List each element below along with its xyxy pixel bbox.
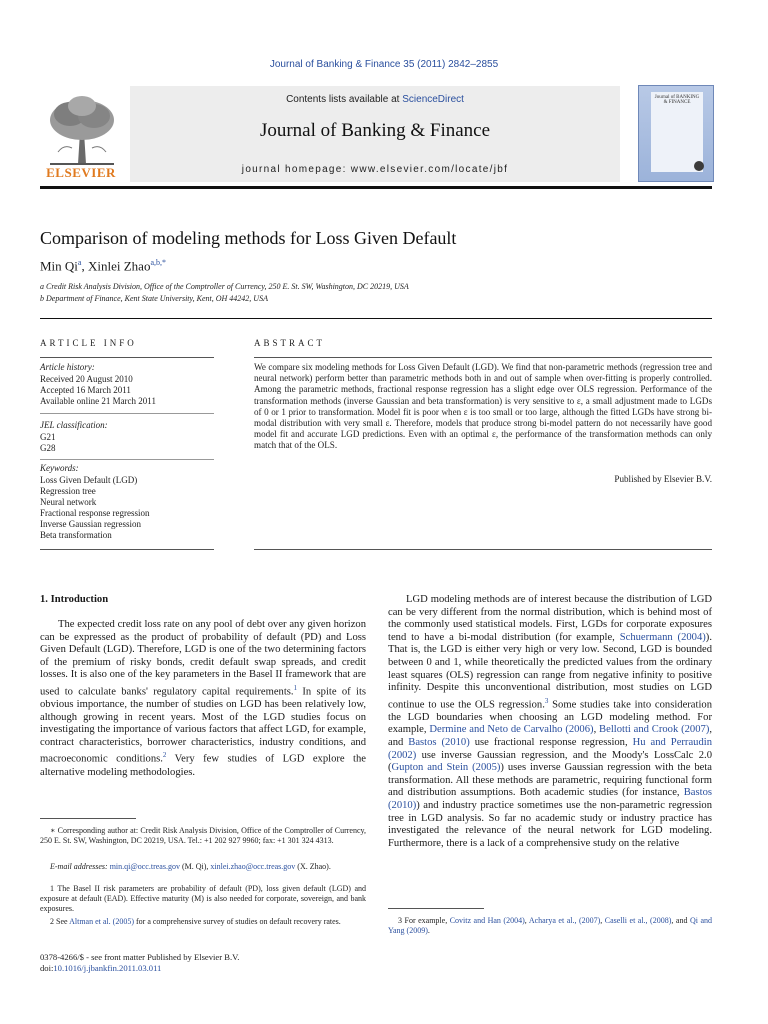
abstract-text: We compare six modeling methods for Loss Given Default (LGD). We find that non-parametric methods (regression tree and neural network) perform better than parametric methods both in and out of sample when over-fitting is properly controlled. Among the parametric methods, fractional response regression has a slight edge over OLS regression. Performance of the transformation methods (inverse Gaussian and beta transformation) is very sensitive to ε, a small adjustment made to LGDs of 0 or 1 prior to transformation. Model fit is poor when ε is too small or too large, although the fitted LGDs have strong bi-modal distribution with very small ε. Therefore, models that produce strong bi-model pattern do not necessarily have good model fit and accurate LGD predictions. Even with an optimal ε, the performance of the transformation methods can only match that of the OLS.	[254, 362, 712, 451]
email-link-qi[interactable]: min.qi@occ.treas.gov	[109, 862, 180, 871]
email-addresses-note	[40, 862, 366, 872]
footnote-1: 1 The Basel II risk parameters are probability of default (PD), loss given default (LGD) and exposure at default (EAD). Effective maturity (M) is also needed for corporate, sovereign, and bank exposures.	[40, 884, 366, 913]
citation-link[interactable]: Altman et al. (2005)	[69, 917, 134, 926]
article-info-bottom-divider	[40, 549, 214, 550]
citation-link[interactable]: Bellotti and Crook (2007)	[599, 724, 710, 736]
footnote-3-marker[interactable]: 3	[544, 696, 549, 705]
email-text: (M. Qi),	[179, 862, 211, 871]
contents-line	[130, 94, 620, 105]
footnote-divider	[40, 818, 136, 819]
body-text: ). That is, the LGD is either very high or very low. Second, LGD is bounded between 0 and 1, while theoretically the predicted values from the ordinary least squares (OLS) regression can range from negative infinity to positive infinity. Despite this unconventional distribution, most studies on LGD continue to use the OLS regression.	[388, 631, 712, 711]
email-text: (X. Zhao).	[295, 862, 331, 871]
issn-line: 0378-4266/$ - see front matter Published by Elsevier B.V.	[40, 952, 240, 962]
email-link-zhao[interactable]: xinlei.zhao@occ.treas.gov	[210, 862, 296, 871]
intro-paragraph: Very few studies of LGD explore the alternative modeling methodologies.	[40, 754, 366, 778]
intro-paragraph: In spite of its obvious importance, the number of studies on LGD has been relatively low, although growing in recent years. Most of the LGD studies focus on investigating the importance of various factors that affect LGD, for example, contract characteristics, borrower characteristics, industry conditions, and macroeconomic conditions.	[40, 686, 367, 765]
footnote-divider	[388, 908, 484, 909]
citation-link[interactable]: Gupton and Stein (2005)	[391, 762, 501, 774]
article-title: Comparison of modeling methods for Loss Given Default	[40, 228, 457, 248]
citation-link[interactable]: Caselli et al., (2008)	[604, 916, 672, 925]
published-by: Published by Elsevier B.V.	[614, 474, 712, 484]
author-separator: ,	[81, 258, 88, 274]
cover-title: Journal of BANKING & FINANCE	[654, 95, 700, 105]
jel-code: G21	[40, 432, 56, 442]
keyword-item: Fractional response regression	[40, 508, 150, 518]
abstract-heading: ABSTRACT	[254, 338, 326, 348]
elsevier-tree-icon	[40, 92, 122, 166]
footnote-2-marker[interactable]: 2	[162, 751, 167, 760]
citation-link[interactable]: Bastos (2010)	[388, 787, 712, 812]
author-list	[40, 258, 166, 274]
issn-doi-block	[40, 952, 239, 974]
keyword-item: Beta transformation	[40, 530, 112, 540]
doi-line	[40, 963, 239, 974]
intro-paragraph: The expected credit loss rate on any pool of debt over any given horizon can be expressed as the product of probability of default (PD) and Loss Given Default (LGD). Therefore, LGD is one of the two determining factors of the premium of risky bonds, credit default swap spreads, and credit losses. It is also one of the key parameters in the Basel II framework that are used to calculate banks' regulatory capital requirements.	[40, 619, 366, 698]
article-info-divider	[40, 357, 214, 358]
author-2-affil[interactable]: a,b,*	[150, 258, 167, 267]
footnote-text: ,	[524, 916, 529, 925]
body-text: ) and industry practice sometimes use the non-parametric regression tree in LGD analysis. So far no academic study or industry practice has investigated the relevance of the neural network for LGD modeling. Furthermore, there is a lack of a comprehensive study on the relative	[388, 800, 712, 849]
history-accepted: Accepted 16 March 2011	[40, 385, 131, 395]
keyword-item: Loss Given Default (LGD)	[40, 475, 138, 485]
sciencedirect-link[interactable]: ScienceDirect	[402, 94, 464, 105]
history-online: Available online 21 March 2011	[40, 396, 156, 406]
keywords-list	[40, 475, 214, 541]
footnote-text: .	[427, 926, 430, 935]
footnote-2	[40, 917, 366, 927]
author-1-link[interactable]: Min Qi	[40, 258, 78, 274]
footnote-text: for a comprehensive survey of studies on default recovery rates.	[133, 917, 341, 926]
abstract-divider	[254, 357, 712, 358]
cover-emblem-icon	[693, 160, 705, 172]
keywords-label: Keywords:	[40, 463, 79, 473]
elsevier-wordmark: ELSEVIER	[46, 165, 116, 180]
abstract-bottom-divider	[254, 549, 712, 550]
jel-label: JEL classification:	[40, 420, 108, 430]
intro-left-column	[40, 619, 366, 779]
body-text: ,	[593, 724, 600, 736]
author-2-link[interactable]: Xinlei Zhao	[87, 258, 151, 274]
article-info-heading: ARTICLE INFO	[40, 338, 137, 348]
history-received: Received 20 August 2010	[40, 374, 133, 384]
footnote-1-marker[interactable]: 1	[293, 683, 298, 692]
footnote-text: ,	[600, 916, 605, 925]
intro-right-column	[388, 594, 712, 850]
footnote-text: 2 See	[50, 917, 70, 926]
author-1-affil[interactable]: a	[77, 258, 82, 267]
body-text: Some studies take into consideration the LGD boundaries when choosing an LGD modeling method. For example,	[388, 699, 712, 736]
affiliation-a: a Credit Risk Analysis Division, Office of the Comptroller of Currency, 250 E. St. SW, Washington, DC 20219, USA	[40, 282, 409, 291]
corresponding-author-note: ∗ Corresponding author at: Credit Risk Analysis Division, Office of the Comptroller of Currency, 250 E. St. SW, Washington, DC 20219, USA. Tel.: +1 202 927 9960; fax: +1 301 324 4313.	[40, 826, 366, 845]
title-divider	[40, 318, 712, 319]
header-divider	[40, 186, 712, 189]
email-label: E-mail addresses:	[50, 862, 110, 871]
jel-code: G28	[40, 443, 56, 453]
body-text: LGD modeling methods are of interest because the distribution of LGD can be very different from the normal distribution, which is behind most of the commonly used statistical models. First, LGDs for corporate exposures tend to have a bi-modal distribution (for example,	[388, 594, 712, 643]
keyword-item: Regression tree	[40, 486, 96, 496]
citation-link[interactable]: Schuermann (2004)	[619, 631, 706, 643]
body-text: use inverse Gaussian regression, and the Moody's LossCalc 2.0 (	[388, 749, 712, 774]
journal-reference-link[interactable]: Journal of Banking & Finance 35 (2011) 2842–2855	[269, 59, 499, 70]
citation-link[interactable]: Hu and Perraudin (2002)	[388, 737, 712, 761]
footnote-3	[388, 916, 712, 936]
doi-link[interactable]: 10.1016/j.jbankfin.2011.03.011	[53, 963, 162, 973]
body-text: ) uses inverse Gaussian regression with the beta transformation. All these methods are parametric, requiring functional form and distribution assumptions. Both academic studies (for instance,	[388, 762, 712, 799]
citation-link[interactable]: Qi and Yang (2009)	[388, 916, 713, 935]
citation-link[interactable]: Bastos (2010)	[408, 737, 470, 749]
keyword-item: Neural network	[40, 497, 97, 507]
doi-prefix: doi:	[40, 963, 54, 973]
footnote-text: , and	[671, 916, 690, 925]
info-divider	[40, 459, 214, 460]
info-divider	[40, 413, 214, 414]
keyword-item: Inverse Gaussian regression	[40, 519, 141, 529]
footnote-text: 3 For example,	[398, 916, 450, 925]
journal-masthead	[130, 86, 620, 182]
contents-prefix: Contents lists available at	[286, 94, 403, 105]
history-label: Article history:	[40, 362, 95, 372]
journal-cover-thumbnail[interactable]	[638, 85, 714, 182]
body-text: , and	[388, 724, 713, 749]
body-text: use fractional response regression,	[469, 737, 633, 749]
citation-link[interactable]: Dermine and Neto de Carvalho (2006)	[429, 724, 594, 736]
citation-link[interactable]: Covitz and Han (2004)	[449, 916, 525, 925]
affiliation-b: b Department of Finance, Kent State University, Kent, OH 44242, USA	[40, 294, 268, 303]
journal-title: Journal of Banking & Finance	[259, 120, 491, 141]
journal-homepage-link[interactable]: journal homepage: www.elsevier.com/locate/jbf	[241, 164, 509, 175]
section-heading-introduction: 1. Introduction	[40, 594, 109, 605]
elsevier-logo[interactable]	[40, 92, 122, 184]
citation-link[interactable]: Acharya et al., (2007)	[528, 916, 601, 925]
